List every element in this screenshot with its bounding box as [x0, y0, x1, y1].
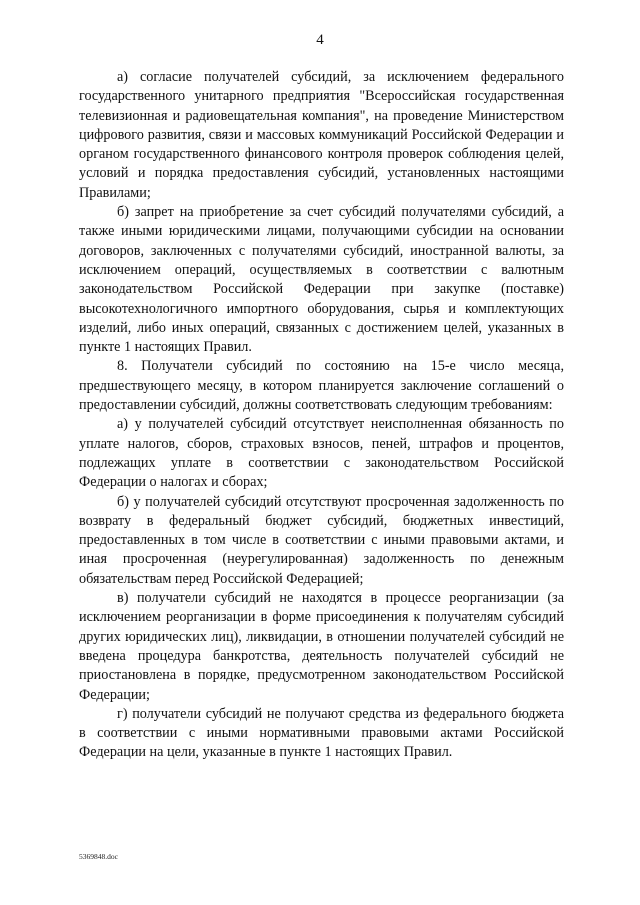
document-body — [79, 68, 564, 763]
paragraph-a-consent: а) согласие получателей субсидий, за исключением федерального государственного унитарного предприятия "Всероссийская государственная телевизионная и радиовещательная компания", на проведение Министерством цифрового развития, связи и массовых коммуникаций Российской Федерации и органом государственного финансового контроля проверок соблюдения целей, условий и порядка предоставления субсидий, установленных настоящими Правилами; — [79, 69, 564, 201]
paragraph-8a-no-tax-debt: а) у получателей субсидий отсутствует неисполненная обязанность по уплате налогов, сборов, страховых взносов, пеней, штрафов и процентов, подлежащих уплате в соответствии с законодательством Российской Федерации о налогах и сборах; — [79, 416, 564, 491]
paragraph-8-requirements: 8. Получатели субсидий по состоянию на 15-е число месяца, предшествующего месяцу, в котором планируется заключение соглашений о предоставлении субсидий, должны соответствовать следующим требованиям: — [79, 358, 564, 414]
paragraph-b-currency-ban: б) запрет на приобретение за счет субсидий получателями субсидий, а также иными юридическими лицами, получающими субсидии на основании договоров, заключенных с получателями субсидий, иностранной валюты, за исключением операций, осуществляемых в соответствии с валютным законодательством Российской Федерации при закупке (поставке) высокотехнологичного импортного оборудования, сырья и комплектующих изделий, либо иных операций, связанных с достижением целей, указанных в пункте 1 настоящих Правил. — [79, 204, 564, 356]
paragraph-8b-no-overdue-debt: б) у получателей субсидий отсутствуют просроченная задолженность по возврату в федеральный бюджет субсидий, бюджетных инвестиций, предоставленных в том числе в соответствии с иными правовыми актами, и иная просроченная (неурегулированная) задолженность по денежным обязательствам перед Российской Федерацией; — [79, 493, 564, 587]
footer-filename: 5369848.doc — [79, 852, 118, 861]
paragraph-8g-no-other-funding: г) получатели субсидий не получают средства из федерального бюджета в соответствии с иными нормативными правовыми актами Российской Федерации на цели, указанные в пункте 1 настоящих Правил. — [79, 705, 564, 761]
page-number: 4 — [316, 32, 324, 48]
paragraph-8v-no-reorganization: в) получатели субсидий не находятся в процессе реорганизации (за исключением реорганизации в форме присоединения к получателям субсидий других юридических лиц), ликвидации, в отношении получателей субсидий не введена процедура банкротства, деятельность получателей субсидий не приостановлена в порядке, предусмотренном законодательством Российской Федерации; — [79, 590, 564, 703]
